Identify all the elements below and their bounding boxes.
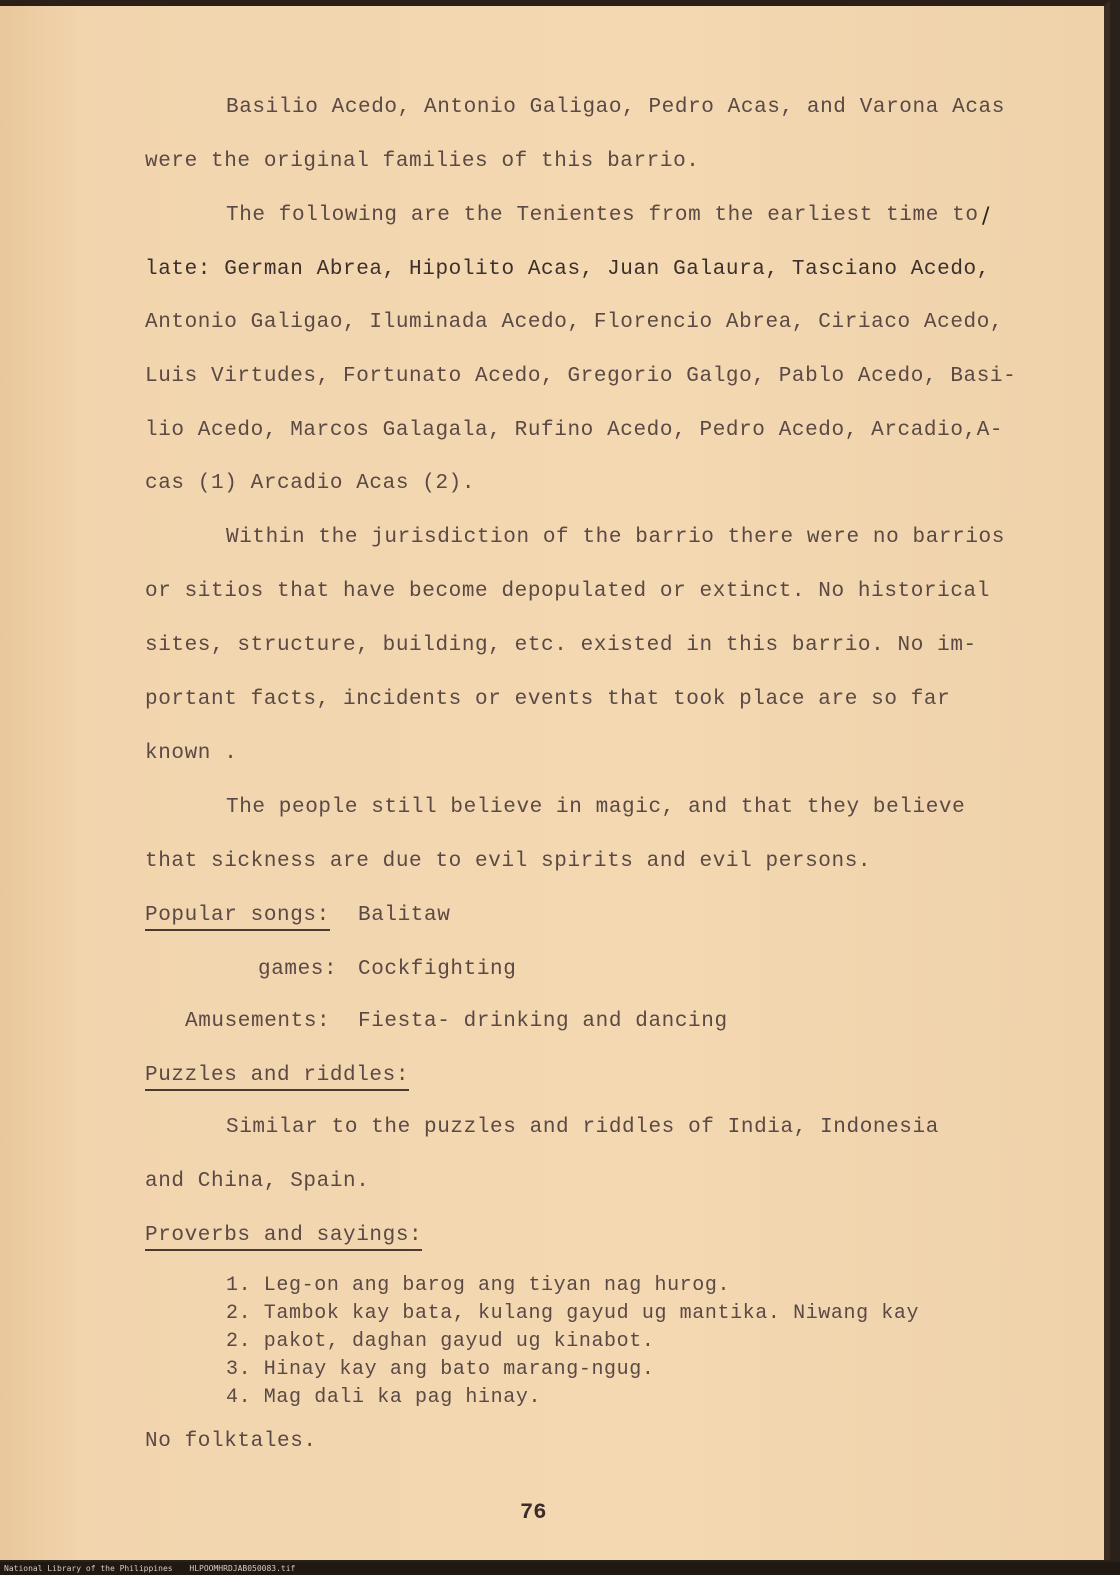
text-line: Luis Virtudes, Fortunato Acedo, Gregorio Galgo, Pablo Acedo, Basi- <box>145 365 1017 388</box>
amusements-value: Fiesta- drinking and dancing <box>358 1010 728 1033</box>
proverb-item: 2. Tambok kay bata, kulang gayud ug mantika. Niwang kay <box>226 1302 920 1325</box>
folktales-note: No folktales. <box>145 1430 317 1453</box>
text-line: or sitios that have become depopulated or extinct. No historical <box>145 580 990 603</box>
text-line: portant facts, incidents or events that took place are so far <box>145 688 951 711</box>
text-line: were the original families of this barrio. <box>145 150 700 173</box>
text-line: The following are the Tenientes from the earliest time to <box>226 204 979 227</box>
popular-songs-value: Balitaw <box>358 904 451 927</box>
text-line: lio Acedo, Marcos Galagala, Rufino Acedo, Pedro Acedo, Arcadio,A- <box>145 419 1004 442</box>
text-line: Basilio Acedo, Antonio Galigao, Pedro Acas, and Varona Acas <box>226 96 1005 119</box>
puzzles-heading: Puzzles and riddles: <box>145 1064 409 1091</box>
games-label: games: <box>258 958 338 981</box>
text-line: and China, Spain. <box>145 1170 370 1193</box>
footer-library: National Library of the Philippines <box>4 1564 173 1573</box>
proverb-item: 3. Hinay kay ang bato marang-ngug. <box>226 1358 655 1381</box>
text-line: that sickness are due to evil spirits and evil persons. <box>145 850 872 873</box>
amusements-label: Amusements: <box>185 1010 331 1033</box>
text-line: Within the jurisdiction of the barrio there were no barrios <box>226 526 1005 549</box>
popular-songs-label: Popular songs: <box>145 904 330 931</box>
scan-footer <box>0 1562 1120 1575</box>
proverbs-heading: Proverbs and sayings: <box>145 1224 422 1251</box>
games-value: Cockfighting <box>358 958 517 981</box>
text-line: cas (1) Arcadio Acas (2). <box>145 472 476 495</box>
text-line: Similar to the puzzles and riddles of India, Indonesia <box>226 1116 939 1139</box>
text-line: sites, structure, building, etc. existed in this barrio. No im- <box>145 634 977 657</box>
text-line: known . <box>145 742 238 765</box>
page-number: 76 <box>520 1500 547 1525</box>
proverb-item: 1. Leg-on ang barog ang tiyan nag hurog. <box>226 1274 731 1297</box>
text-line: Antonio Galigao, Iluminada Acedo, Florencio Abrea, Ciriaco Acedo, <box>145 311 1004 334</box>
correction-mark: / <box>982 204 990 229</box>
text-line: The people still believe in magic, and that they believe <box>226 796 966 819</box>
proverb-item: 4. Mag dali ka pag hinay. <box>226 1386 542 1409</box>
footer-file: HLPOOMHRDJAB050083.tif <box>189 1564 296 1573</box>
text-line: late: German Abrea, Hipolito Acas, Juan Galaura, Tasciano Acedo, <box>145 258 990 281</box>
proverb-item: 2. pakot, daghan gayud ug kinabot. <box>226 1330 655 1353</box>
